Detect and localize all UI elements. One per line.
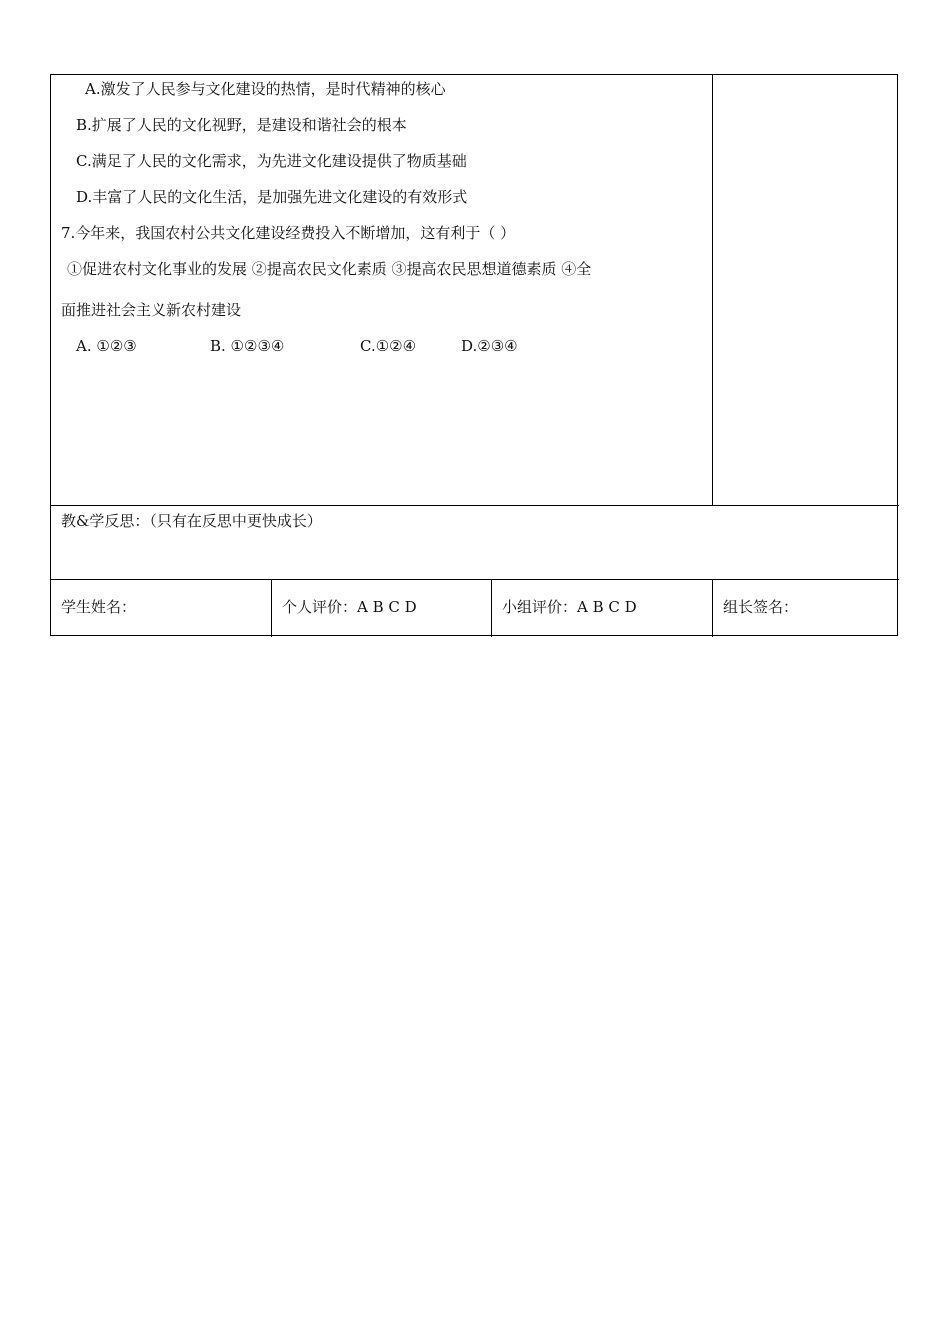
student-name-cell[interactable]: [51, 580, 272, 637]
choice-c: C.①②④: [360, 337, 417, 355]
leader-sign-cell[interactable]: [713, 580, 899, 637]
group-eval-cell[interactable]: [492, 580, 713, 637]
leader-sign-label: 组长签名：: [723, 598, 799, 616]
option-c: C.满足了人民的文化需求，为先进文化建设提供了物质基础: [76, 152, 467, 170]
question-7-stem: 7.今年来，我国农村公共文化建设经费投入不断增加，这有利于（ ）: [61, 224, 516, 242]
self-eval-label: 个人评价：A B C D: [282, 598, 417, 616]
question-7-items-line2: 面推进社会主义新农村建设: [61, 301, 242, 319]
option-a: A.激发了人民参与文化建设的热情，是时代精神的核心: [85, 80, 446, 98]
reflection-label: 教&学反思：（只有在反思中更快成长）: [61, 512, 322, 530]
choice-d: D.②③④: [461, 337, 518, 355]
self-eval-cell[interactable]: [272, 580, 492, 637]
choice-b: B. ①②③④: [210, 337, 285, 355]
option-d: D.丰富了人民的文化生活，是加强先进文化建设的有效形式: [76, 188, 468, 206]
question-7-items-line1: ①促进农村文化事业的发展 ②提高农民文化素质 ③提高农民思想道德素质 ④全: [67, 260, 592, 278]
question-cell: [51, 75, 713, 506]
choice-a: A. ①②③: [76, 337, 137, 355]
reflection-cell[interactable]: [51, 506, 899, 580]
worksheet-table: [50, 74, 898, 636]
student-name-label: 学生姓名：: [61, 598, 137, 616]
group-eval-label: 小组评价：A B C D: [502, 598, 637, 616]
notes-column: [713, 75, 899, 506]
option-b: B.扩展了人民的文化视野，是建设和谐社会的根本: [76, 116, 407, 134]
